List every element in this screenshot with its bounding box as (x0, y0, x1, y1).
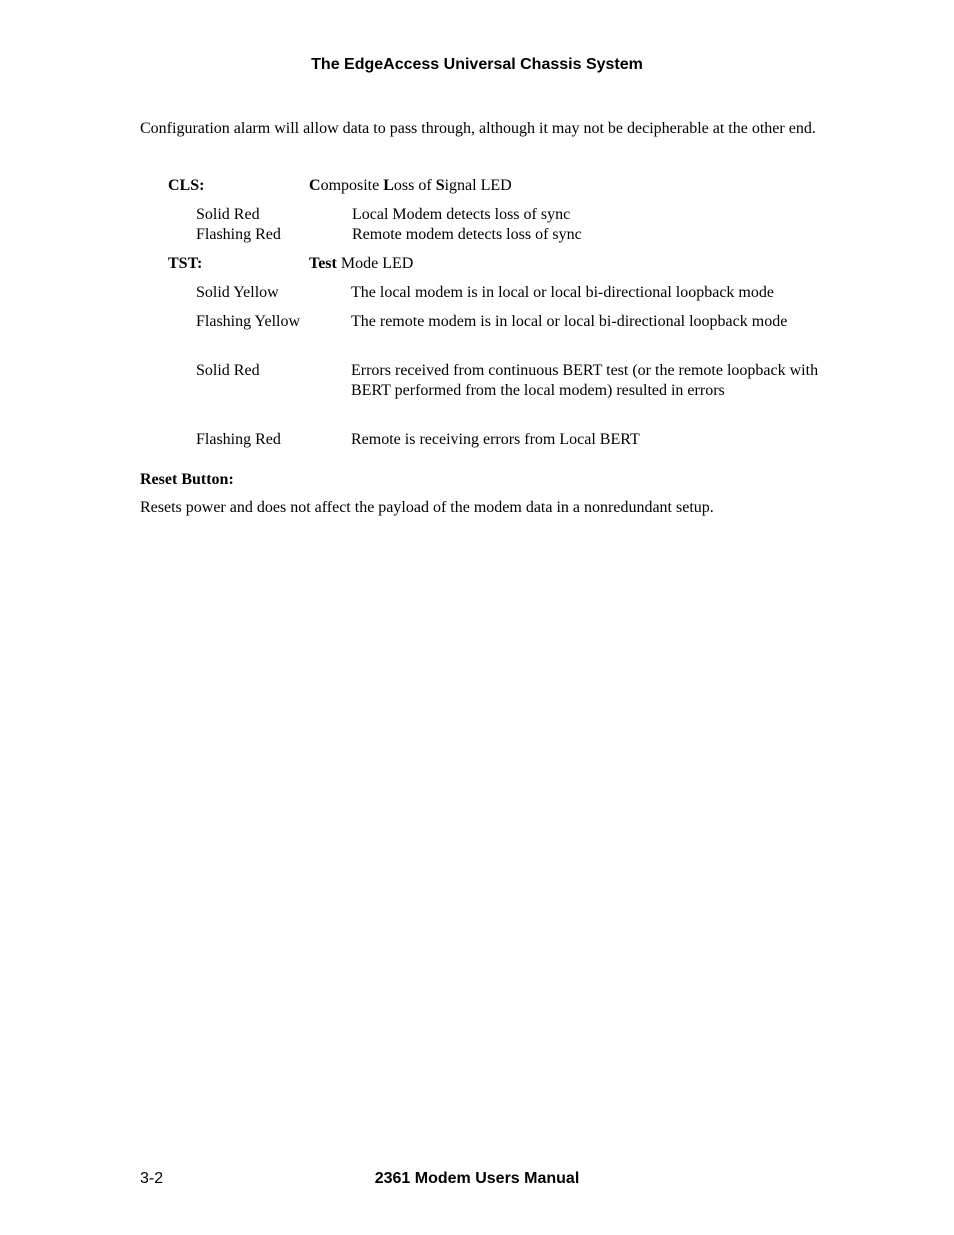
led-meaning: The local modem is in local or local bi-directional loopback mode (351, 284, 774, 301)
led-meaning: Remote is receiving errors from Local BERT (351, 431, 640, 448)
led-meaning: The remote modem is in local or local bi-directional loopback mode (351, 313, 788, 330)
led-state: Solid Yellow (196, 284, 279, 301)
led-state: Solid Red (196, 206, 260, 223)
led-state: Flashing Yellow (196, 313, 301, 330)
cls-description: Composite Loss of Signal LED (309, 177, 512, 194)
running-header: The EdgeAccess Universal Chassis System (311, 56, 643, 73)
led-state: Solid Red (196, 362, 260, 379)
cls-label: CLS: (168, 177, 205, 194)
page-number: 3-2 (140, 1170, 164, 1187)
reset-button-heading: Reset Button: (140, 471, 234, 488)
led-meaning: Remote modem detects loss of sync (352, 226, 582, 243)
intro-paragraph: Configuration alarm will allow data to pass through, although it may not be decipherable at the other end. (140, 120, 816, 137)
led-state: Flashing Red (196, 431, 281, 448)
tst-description: Test Mode LED (309, 255, 414, 272)
tst-label: TST: (168, 255, 203, 272)
reset-button-description: Resets power and does not affect the payload of the modem data in a nonredundant setup. (140, 499, 714, 516)
footer-manual-title: 2361 Modem Users Manual (374, 1170, 580, 1187)
led-state: Flashing Red (196, 226, 281, 243)
led-meaning: Local Modem detects loss of sync (352, 206, 571, 223)
led-meaning: Errors received from continuous BERT test (or the remote loopback with BERT performed from the local modem) resulted in errors (351, 362, 819, 399)
